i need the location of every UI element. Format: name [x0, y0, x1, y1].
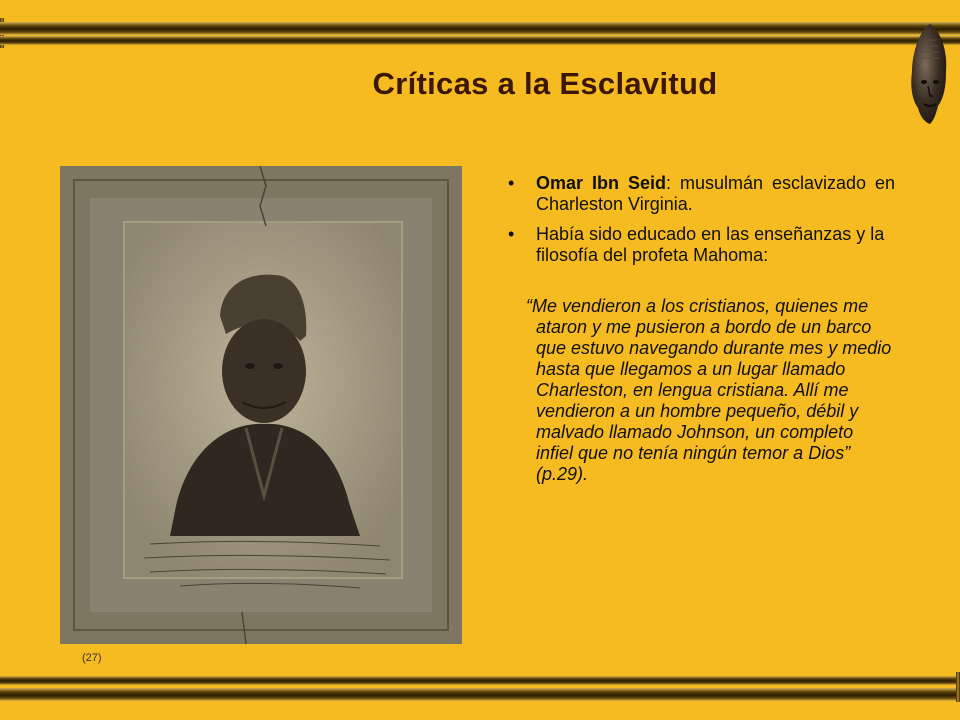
- slide-body: [508, 173, 895, 485]
- bullet-glyph: •: [508, 224, 515, 244]
- quote-paragraph: “Me vendieron a los cristianos, quienes me ataron y me pusieron a bordo de un barco que estuvo navegando durante mes y medio hasta que llegamos a un lugar llamado Charleston, en lengua cristiana. Allí me vendieron a un hombre pequeño, débil y malvado llamado Johnson, un completo infiel que no tenía ningún temor a Dios” (p.29).: [526, 296, 892, 484]
- bullet-education-text: Había sido educado en las enseñanzas y la filosofía del profeta Mahoma:: [536, 224, 885, 265]
- bullet-bold-name: Omar Ibn Seid: [536, 173, 666, 193]
- bullet-education: [508, 224, 895, 266]
- bullet-omar: [508, 173, 895, 215]
- top-decorative-bar: [0, 22, 960, 35]
- slide-title: Críticas a la Esclavitud: [372, 66, 718, 101]
- bronze-head-sculpture-icon: [900, 20, 960, 130]
- bullet-glyph: •: [508, 173, 515, 193]
- bottom-decorative-bar: [0, 688, 960, 701]
- portrait-photograph: [60, 166, 462, 644]
- image-credit: (27): [82, 652, 102, 664]
- bullet-omar-text: : musulmán esclavizado en Charleston Virginia.: [536, 173, 896, 214]
- bottom-decorative-bar-thin: [0, 676, 960, 685]
- bottom-bar-cap: [956, 672, 960, 702]
- top-decorative-bar-thin: [0, 36, 960, 45]
